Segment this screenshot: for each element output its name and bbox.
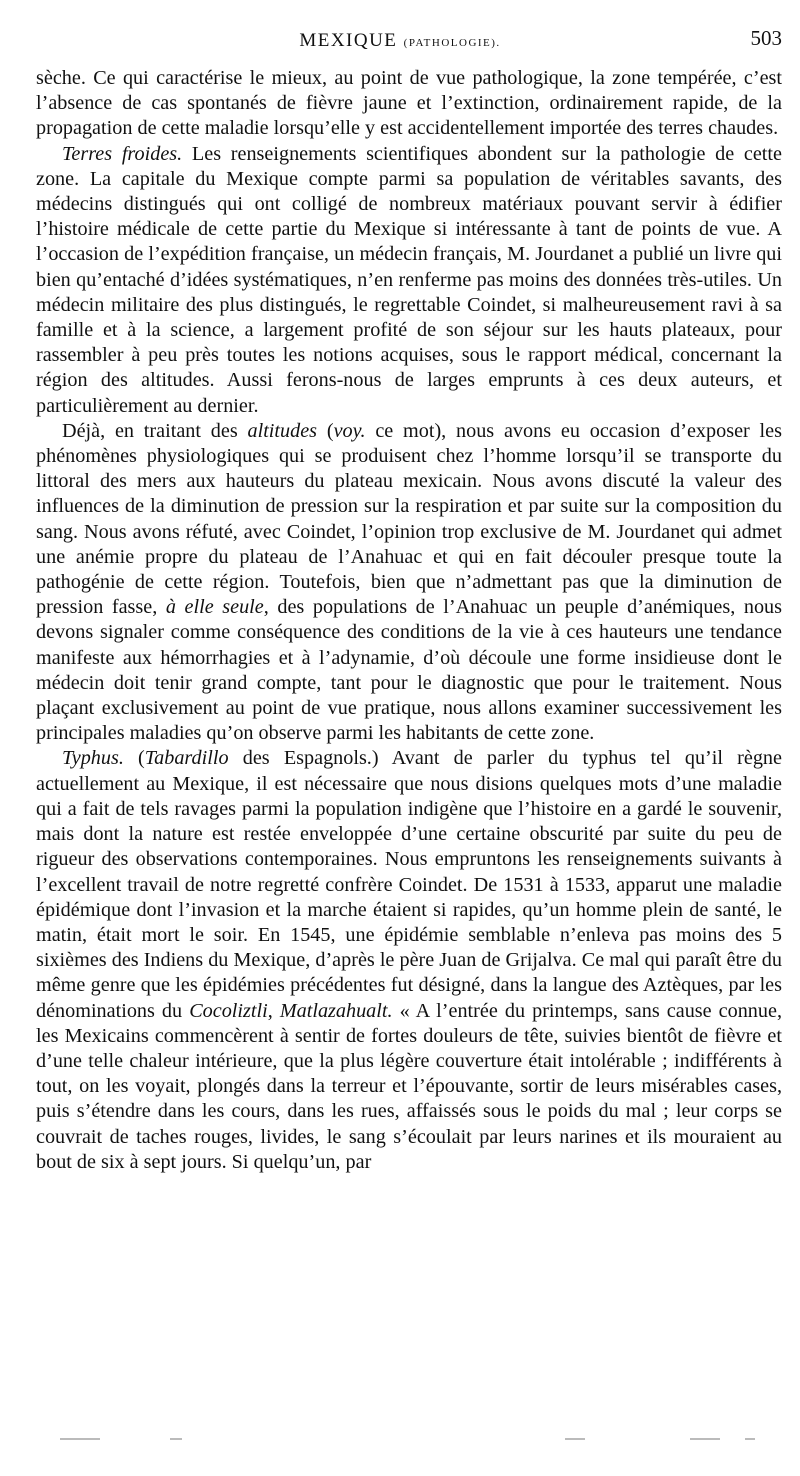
paragraph xyxy=(36,142,782,419)
italic-run: Tabardillo xyxy=(144,747,229,770)
italic-run: à elle seule xyxy=(165,596,264,619)
body-text xyxy=(36,66,782,1175)
paragraph xyxy=(36,746,782,1174)
running-head-subtitle: (PATHOLOGIE). xyxy=(403,37,501,49)
italic-run: Terres froides. xyxy=(62,142,183,165)
italic-run: Typhus. xyxy=(62,747,124,770)
text-run: « A l’entrée du printemps, sans cause connue, les Mexicains commencèrent à sentir de fortes douleurs de tête, suivies bientôt de fièvre et d’une telle chaleur intérieure, que la plus légère couverture était intolérable ; indifférents à tout, on les voyait, plongés dans la terreur et l’épouvante, sortir de leurs misérables cases, puis s’étendre dans les cours, dans les rues, affaissés sous le poids du mal ; leur corps se couvrait de taches rouges, livides, le sang s’écoulait par leurs narines et ils mouraient au bout de six à sept jours. Si quelqu’un, par xyxy=(36,999,783,1173)
text-run: ce mot), nous avons eu occasion d’exposer les phénomènes physiologiques qui se produisent chez l’homme lorsqu’il se transporte du littoral des mers aux hauteurs du plateau mexicain. Nous avons discuté la valeur des influences de la diminution de pression sur la respiration et par suite sur la composition du sang. Nous avons réfuté, avec Coindet, l’opinion trop exclusive de M. Jourdanet qui admet une anémie propre du plateau de l’Anahuac et qui en fait découler presque toute la pathogénie de cette région. Toutefois, bien que n’admettant pas que la diminution de pression fasse, xyxy=(36,419,782,619)
text-run: sèche. Ce qui caractérise le mieux, au point de vue pathologique, la zone tempérée, c’est l’absence de cas spontanés de fièvre jaune et l’extinction, ordinairement rapide, de la propagation de cette maladie lorsqu’elle y est accidentellement importée des terres chaudes. xyxy=(36,67,782,140)
text-run: des Espagnols.) Avant de parler du typhus tel qu’il règne actuellement au Mexique, il est nécessaire que nous disions quelques mots d’une maladie qui a fait de tels ravages parmi la population indigène que l’histoire en a gardé le souvenir, mais dont la nature est restée enveloppée d’une certaine obscurité par suite du peu de rigueur des observations contemporaines. Nous empruntons les renseignements suivants à l’excellent travail de notre regretté confrère Coindet. De 1531 à 1533, apparut une maladie épidémique dont l’invasion et la marche étaient si rapides, qu’un homme plein de santé, le matin, était mort le soir. En 1545, une épidémie semblable n’enleva pas moins des 5 sixièmes des Indiens du Mexique, d’après le père Juan de Grijalva. Ce mal qui paraît être du même genre que les épidémies précédentes fut désigné, dans la langue des Aztèques, par les dénominations du xyxy=(36,747,782,1022)
paragraph xyxy=(36,66,782,142)
text-run: Déjà, en traitant des xyxy=(62,419,248,442)
scan-footer-marks xyxy=(0,1438,800,1448)
paragraph xyxy=(36,419,782,747)
italic-run: Cocoliztli xyxy=(189,999,268,1022)
text-run: , xyxy=(267,999,280,1022)
text-run: ( xyxy=(123,747,145,770)
italic-run: Matlazahualt. xyxy=(279,999,393,1022)
italic-run: voy. xyxy=(333,419,366,442)
page-number: 503 xyxy=(750,26,782,50)
page-header xyxy=(0,26,800,58)
text-run: , des populations de l’Anahuac un peuple d’anémiques, nous devons signaler comme conséquence des conditions de la vie à ces hauteurs une tendance manifeste aux hémorrhagies et à l’adynamie, d’où découle une forme insidieuse dont le médecin doit tenir grand compte, tant pour le diagnostic que pour le traitement. Nous plaçant exclusivement au point de vue pratique, nous allons examiner successivement les principales maladies qu’on observe parmi les habitants de cette zone. xyxy=(36,596,782,745)
italic-run: altitudes xyxy=(247,419,318,442)
text-run: Les renseignements scientifiques abondent sur la pathologie de cette zone. La capitale du Mexique compte parmi sa population de véritables savants, des médecins distingués qui ont colligé de nombreux matériaux pouvant servir à édifier l’histoire médicale de cette partie du Mexique si intéressante à tant de points de vue. A l’occasion de l’expédition française, un médecin français, M. Jourdanet a publié un livre qui bien qu’entaché d’idées systématiques, n’en renferme pas moins des données très-utiles. Un médecin militaire des plus distingués, le regrettable Coindet, si malheureusement ravi à sa famille et à la science, a largement profité de son séjour sur les hauts plateaux, pour rassembler à peu près toutes les notions acquises, sous le rapport médical, concernant la région des altitudes. Aussi ferons-nous de larges emprunts à ces deux auteurs, et particulièrement au dernier. xyxy=(36,142,782,417)
running-head xyxy=(0,30,800,52)
text-run: ( xyxy=(317,419,334,442)
running-head-title: MEXIQUE xyxy=(299,30,398,51)
